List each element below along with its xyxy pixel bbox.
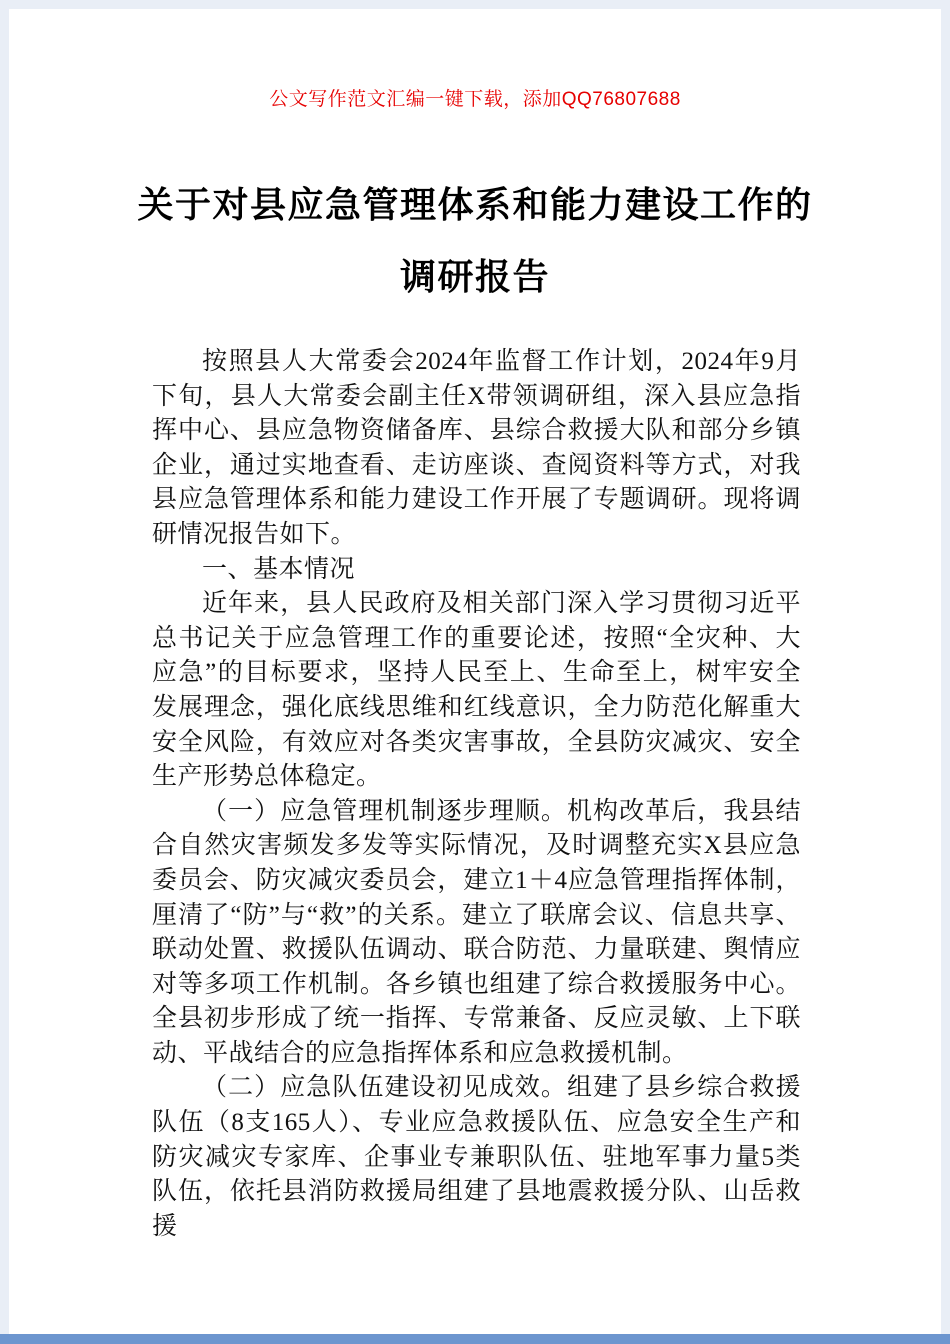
bottom-divider-bar bbox=[0, 1334, 950, 1344]
paragraph-point-1: （一）应急管理机制逐步理顺。机构改革后，我县结合自然灾害频发多发等实际情况，及时调整充实X县应急委员会、防灾减灾委员会，建立1＋4应急管理指挥体制，厘清了“防”与“救”的关系。建立了联席会议、信息共享、联动处置、救援队伍调动、联合防范、力量联建、舆情应对等多项工作机制。各乡镇也组建了综合救援服务中心。全县初步形成了统一指挥、专常兼备、反应灵敏、上下联动、平战结合的应急指挥体系和应急救援机制。 bbox=[152, 797, 801, 1067]
document-title bbox=[9, 169, 941, 313]
paragraph-point-2: （二）应急队伍建设初见成效。组建了县乡综合救援队伍（8支165人）、专业应急救援队伍、应急安全生产和防灾减灾专家库、企事业专兼职队伍、驻地军事力量5类队伍，依托县消防救援局组建了县地震救援分队、山岳救援 bbox=[152, 1074, 801, 1240]
paragraph-intro: 按照县人大常委会2024年监督工作计划，2024年9月下旬，县人大常委会副主任X带领调研组，深入县应急指挥中心、县应急物资储备库、县综合救援大队和部分乡镇企业，通过实地查看、走访座谈、查阅资料等方式，对我县应急管理体系和能力建设工作开展了专题调研。现将调研情况报告如下。 bbox=[152, 348, 801, 548]
document-title-line2: 调研报告 bbox=[399, 256, 550, 297]
document-body bbox=[152, 345, 801, 1244]
section-heading-1: 一、基本情况 bbox=[202, 555, 356, 583]
paragraph-overview: 近年来，县人民政府及相关部门深入学习贯彻习近平总书记关于应急管理工作的重要论述，按照“全灾种、大应急”的目标要求，坚持人民至上、生命至上，树牢安全发展理念，强化底线思维和红线意识，全力防范化解重大安全风险，有效应对各类灾害事故，全县防灾减灾、安全生产形势总体稳定。 bbox=[152, 590, 801, 791]
header-notice: 公文写作范文汇编一键下载，添加QQ76807688 bbox=[269, 89, 681, 110]
document-title-line1: 关于对县应急管理体系和能力建设工作的 bbox=[137, 184, 813, 225]
